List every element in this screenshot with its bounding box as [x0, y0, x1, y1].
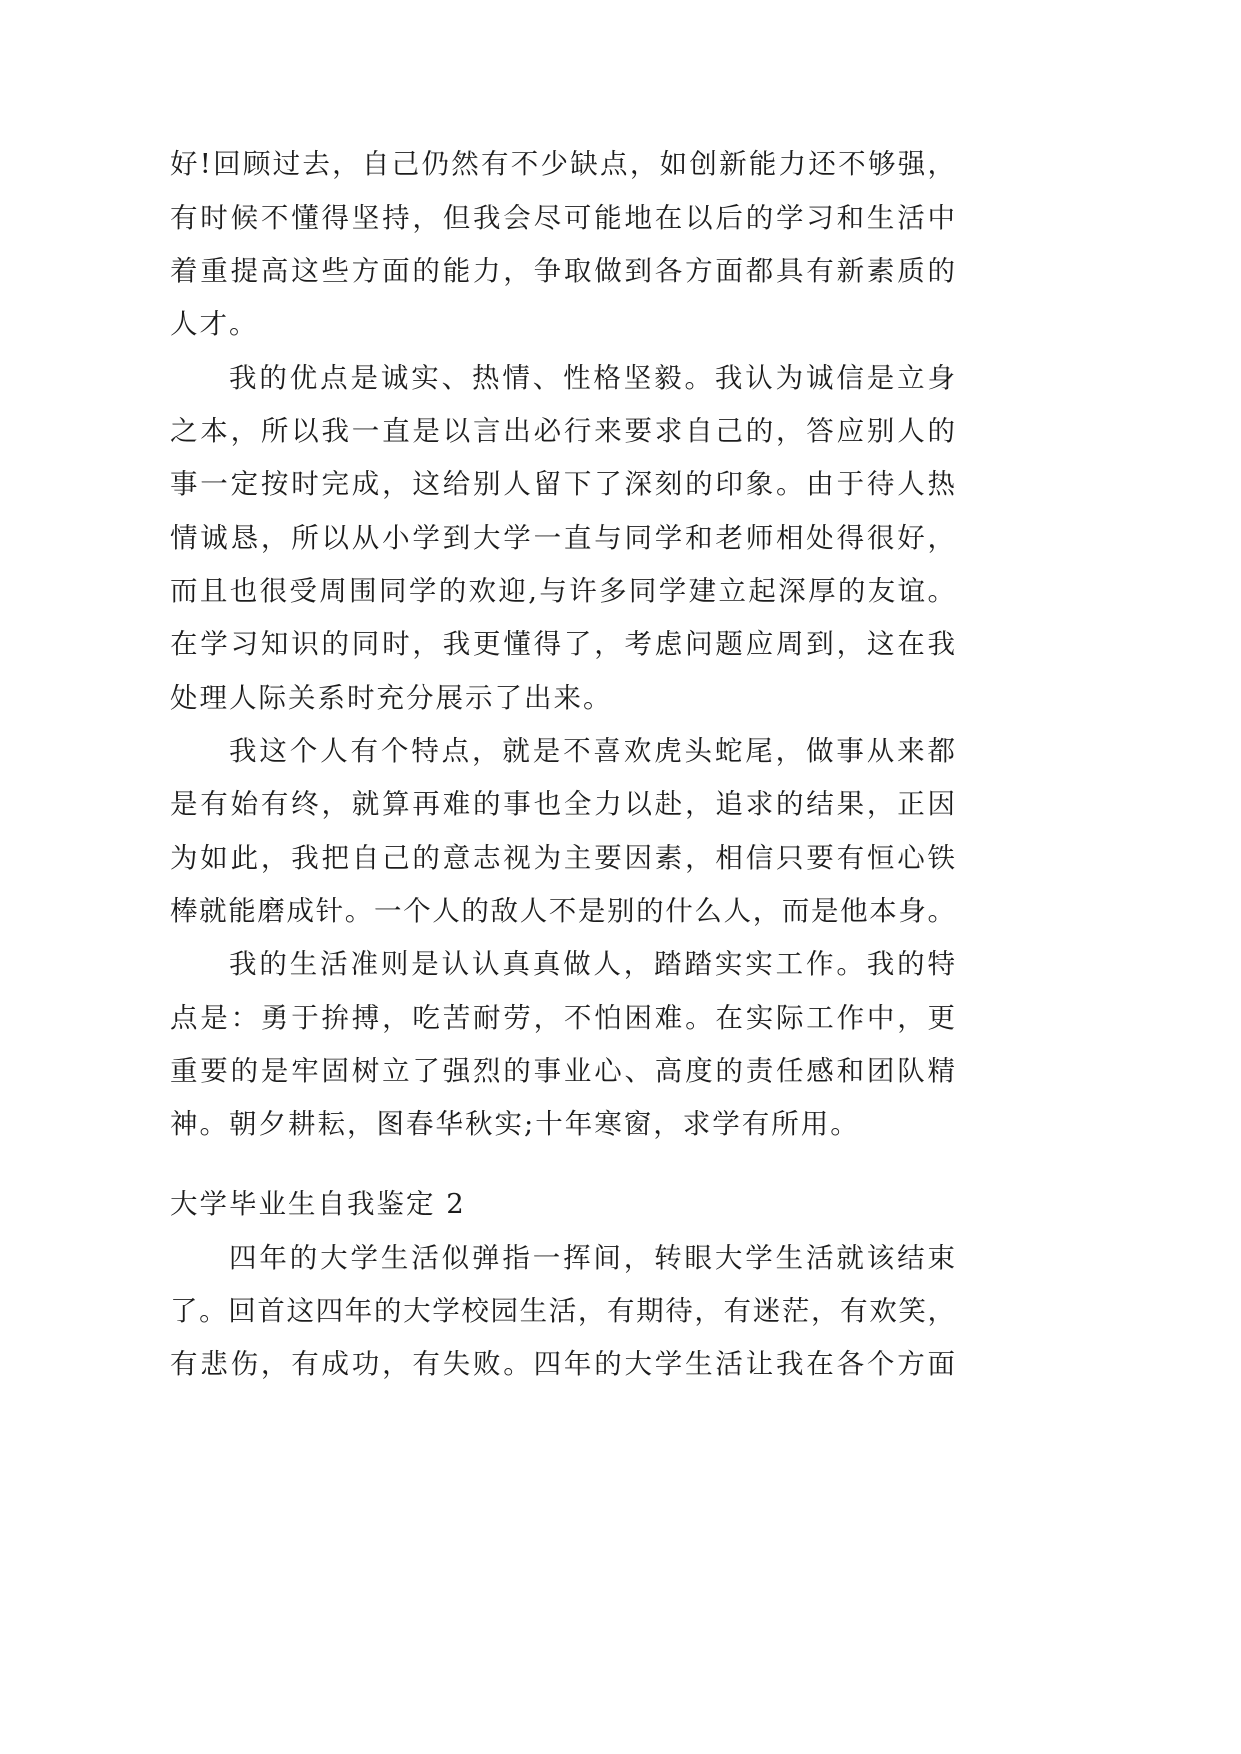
text-line: 我的优点是诚实、热情、性格坚毅。我认为诚信是立身 — [229, 361, 955, 394]
paragraph — [170, 938, 955, 1151]
text-line: 而且也很受周围同学的欢迎,与许多同学建立起深厚的友谊。 — [170, 574, 955, 607]
text-line: 棒就能磨成针。一个人的敌人不是别的什么人，而是他本身。 — [170, 894, 955, 927]
text-line: 神。朝夕耕耘，图春华秋实;十年寒窗，求学有所用。 — [170, 1108, 860, 1141]
paragraph — [170, 725, 955, 938]
paragraph — [170, 352, 955, 725]
text-line: 有时候不懂得坚持，但我会尽可能地在以后的学习和生活中 — [170, 201, 955, 234]
text-line: 事一定按时完成，这给别人留下了深刻的印象。由于待人热 — [170, 468, 955, 501]
text-line: 在学习知识的同时，我更懂得了，考虑问题应周到，这在我 — [170, 628, 955, 661]
text-line: 着重提高这些方面的能力，争取做到各方面都具有新素质的 — [170, 254, 955, 287]
text-line: 情诚恳，所以从小学到大学一直与同学和老师相处得很好， — [170, 521, 955, 554]
text-line: 四年的大学生活似弹指一挥间，转眼大学生活就该结束 — [229, 1241, 955, 1274]
text-line: 了。回首这四年的大学校园生活，有期待，有迷茫，有欢笑， — [170, 1294, 955, 1327]
text-line: 我这个人有个特点，就是不喜欢虎头蛇尾，做事从来都 — [229, 734, 955, 767]
document-body — [170, 138, 955, 1391]
section-heading: 大学毕业生自我鉴定 2 — [170, 1188, 466, 1221]
text-line: 是有始有终，就算再难的事也全力以赴，追求的结果，正因 — [170, 788, 955, 821]
text-line: 人才。 — [170, 308, 259, 341]
text-line: 为如此，我把自己的意志视为主要因素，相信只要有恒心铁 — [170, 841, 955, 874]
text-line: 处理人际关系时充分展示了出来。 — [170, 681, 613, 714]
paragraph — [170, 1232, 955, 1392]
text-line: 之本，所以我一直是以言出必行来要求自己的，答应别人的 — [170, 414, 955, 447]
text-line: 我的生活准则是认认真真做人，踏踏实实工作。我的特 — [229, 948, 955, 981]
text-line: 重要的是牢固树立了强烈的事业心、高度的责任感和团队精 — [170, 1054, 955, 1087]
text-line: 点是：勇于拚搏，吃苦耐劳，不怕困难。在实际工作中，更 — [170, 1001, 955, 1034]
text-line: 好!回顾过去，自己仍然有不少缺点，如创新能力还不够强， — [170, 148, 955, 181]
text-line: 有悲伤，有成功，有失败。四年的大学生活让我在各个方面 — [170, 1348, 955, 1381]
paragraph — [170, 138, 955, 351]
